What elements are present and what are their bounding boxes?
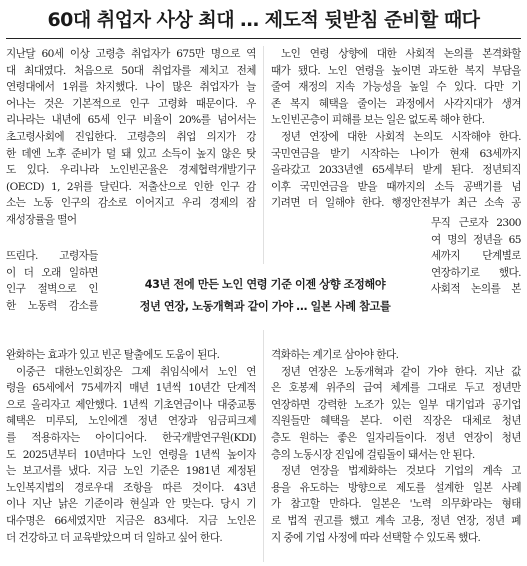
text-line: 한 노동력 감소를 xyxy=(6,299,98,312)
pull-quote-line-2: 정년 연장, 노동개혁과 같이 가야 … 일본 사례 참고를 xyxy=(139,300,391,313)
text-line: 뜨린다. 고령자들 xyxy=(6,250,98,262)
text-line: 이후 국민연금을 받을 때까지의 소득 공백기를 넘 xyxy=(271,180,521,193)
text-line: 층도 원하는 좋은 일자리들이다. 정년 연장이 청년 xyxy=(271,431,521,444)
text-line: 으로 올리자고 제안했다. 1년씩 기초연금이나 대중교통 xyxy=(6,398,256,411)
text-line: 도 있다. 우리나라 노인빈곤율은 경제협력개발기구 xyxy=(6,164,256,177)
text-line: 완화하는 효과가 있고 빈곤 탈출에도 도움이 된다. xyxy=(6,349,220,361)
headline-rule xyxy=(6,38,521,39)
text-line: 이중근 대한노인회장은 그제 취임식에서 노인 연 xyxy=(16,365,256,378)
text-line: 여 명의 정년을 65 xyxy=(431,233,521,246)
text-line: 를 적용하자는 아이디어다. 한국개발연구원(KDI) xyxy=(6,431,256,444)
right-column-wrap xyxy=(431,215,521,298)
text-line: 리나라는 내년에 65세 인구 비율이 20%를 넘어서는 xyxy=(6,114,256,127)
text-line: 용을 유도하는 방향으로 제도를 설계한 일본 사례 xyxy=(271,481,521,494)
text-line: 한 데엔 노후 준비가 덜 돼 있고 소득이 높지 않은 탓 xyxy=(6,147,256,160)
text-line: 격화하는 계기로 삼아야 한다. xyxy=(271,349,399,361)
right-column-bottom xyxy=(271,347,521,546)
left-column-top xyxy=(6,46,256,229)
left-column-wrap xyxy=(6,248,98,314)
text-line: 연령대에서 1위를 차지했다. 나이 많은 취업자가 늘 xyxy=(6,81,256,94)
text-line: 혜택은 미루되, 노인에겐 정년 연장과 임금피크제 xyxy=(6,415,256,428)
text-line: 층의 노동시장 진입에 걸림돌이 돼서는 안 된다. xyxy=(271,448,475,461)
headline: 60대 취업자 사상 최대 … 제도적 뒷받침 준비할 때다 xyxy=(47,9,480,31)
right-column-top xyxy=(271,46,521,212)
text-line: (OECD) 1, 2위를 달린다. 저출산으로 인한 인구 감 xyxy=(6,180,256,193)
text-line: 줄여 재정의 지속 가능성을 높일 수 있다. 다만 기 xyxy=(271,81,521,94)
text-line: 노인빈곤층이 피해를 보는 일은 없도록 해야 한다. xyxy=(271,114,485,127)
text-line: 령을 65세에서 75세까지 매년 1년씩 10년간 단계적 xyxy=(6,382,256,395)
text-line: 존 복지 혜택을 줄이는 과정에서 사각지대가 생겨 xyxy=(271,97,521,110)
text-line: 가 참고할 만하다. 일본은 '노력 의무화'라는 형태 xyxy=(271,498,521,511)
text-line: 대수명은 66세였지만 지금은 83세다. 지금 노인은 xyxy=(6,514,256,527)
text-line: 노인 연령 상향에 대한 사회적 논의를 본격화할 xyxy=(281,48,521,60)
text-line: 은 호봉제 위주의 급여 체계를 그대로 두고 정년만 xyxy=(271,382,521,395)
text-line: 더 건강하고 더 교육받았으며 더 일하고 싶어 한다. xyxy=(6,531,223,544)
text-line: 정년 연장은 노동개혁과 같이 가야 한다. 지난 값 xyxy=(281,365,521,378)
text-line: 대 최대였다. 처음으로 50대 취업자를 제치고 전체 xyxy=(6,64,256,77)
text-line: 연장하기로 했다. xyxy=(431,266,521,279)
text-line: 도 2025년부터 10년마다 노인 연령을 1년씩 높이자 xyxy=(6,448,256,461)
text-line: 정년 연장에 대한 사회적 논의도 시작해야 한다. xyxy=(281,130,521,143)
left-column-bottom xyxy=(6,347,256,546)
text-line: 는 보고서를 냈다. 지금 노인 기준은 1981년 제정된 xyxy=(6,465,256,478)
pull-quote-line-1: 43년 전에 만든 노인 연령 기준 이젠 상향 조정해야 xyxy=(144,278,386,291)
text-line: 초고령사회에 진입한다. 고령층의 취업 의지가 강 xyxy=(6,130,256,143)
text-line: 소는 노동 인구의 감소로 이어지고 우리 경제의 잠 xyxy=(6,197,256,210)
text-line: 어나는 것은 기본적으로 인구 고령화 때문이다. 우 xyxy=(6,97,256,110)
text-line: 재성장률을 떨어 xyxy=(6,213,77,226)
text-line: 이 더 오래 일하면 xyxy=(6,266,98,279)
text-line: 지 중에 기업 사정에 따라 선택할 수 있도록 했다. xyxy=(271,531,481,544)
text-line: 무직 근로자 2300 xyxy=(431,217,521,229)
text-line: 연장하면 강력한 노조가 있는 일부 대기업과 공기업 xyxy=(271,398,521,411)
text-line: 사회적 논의를 본 xyxy=(431,283,521,296)
text-line: 기려면 더 일해야 한다. 행정안전부가 최근 소속 공 xyxy=(271,197,521,210)
text-line: 세까지 단계별로 xyxy=(431,250,521,263)
pull-quote xyxy=(104,264,426,330)
text-line: 이나 지난 낡은 기준이라 현실과 안 맞는다. 당시 기 xyxy=(6,498,256,511)
text-line: 로 법적 권고를 했고 계속 고용, 정년 연장, 정년 폐 xyxy=(271,514,521,527)
text-line: 인구 절벽으로 인 xyxy=(6,283,98,296)
text-line: 올라갔고 2033년엔 65세부터 받게 된다. 정년퇴직 xyxy=(271,164,521,177)
text-line: 노인복지법의 경로우대 조항을 따른 것이다. 43년 xyxy=(6,481,256,494)
text-line: 지난달 60세 이상 고령층 취업자가 675만 명으로 역 xyxy=(6,48,256,60)
text-line: 정년 연장을 법제화하는 것보다 기업의 계속 고 xyxy=(281,465,521,478)
text-line: 때가 됐다. 노인 연령을 높이면 과도한 복지 부담을 xyxy=(271,64,521,77)
text-line: 국민연금을 받기 시작하는 나이가 현재 63세까지 xyxy=(271,147,521,160)
text-line: 직원들만 혜택을 본다. 이런 직장은 대체로 청년 xyxy=(271,415,521,428)
